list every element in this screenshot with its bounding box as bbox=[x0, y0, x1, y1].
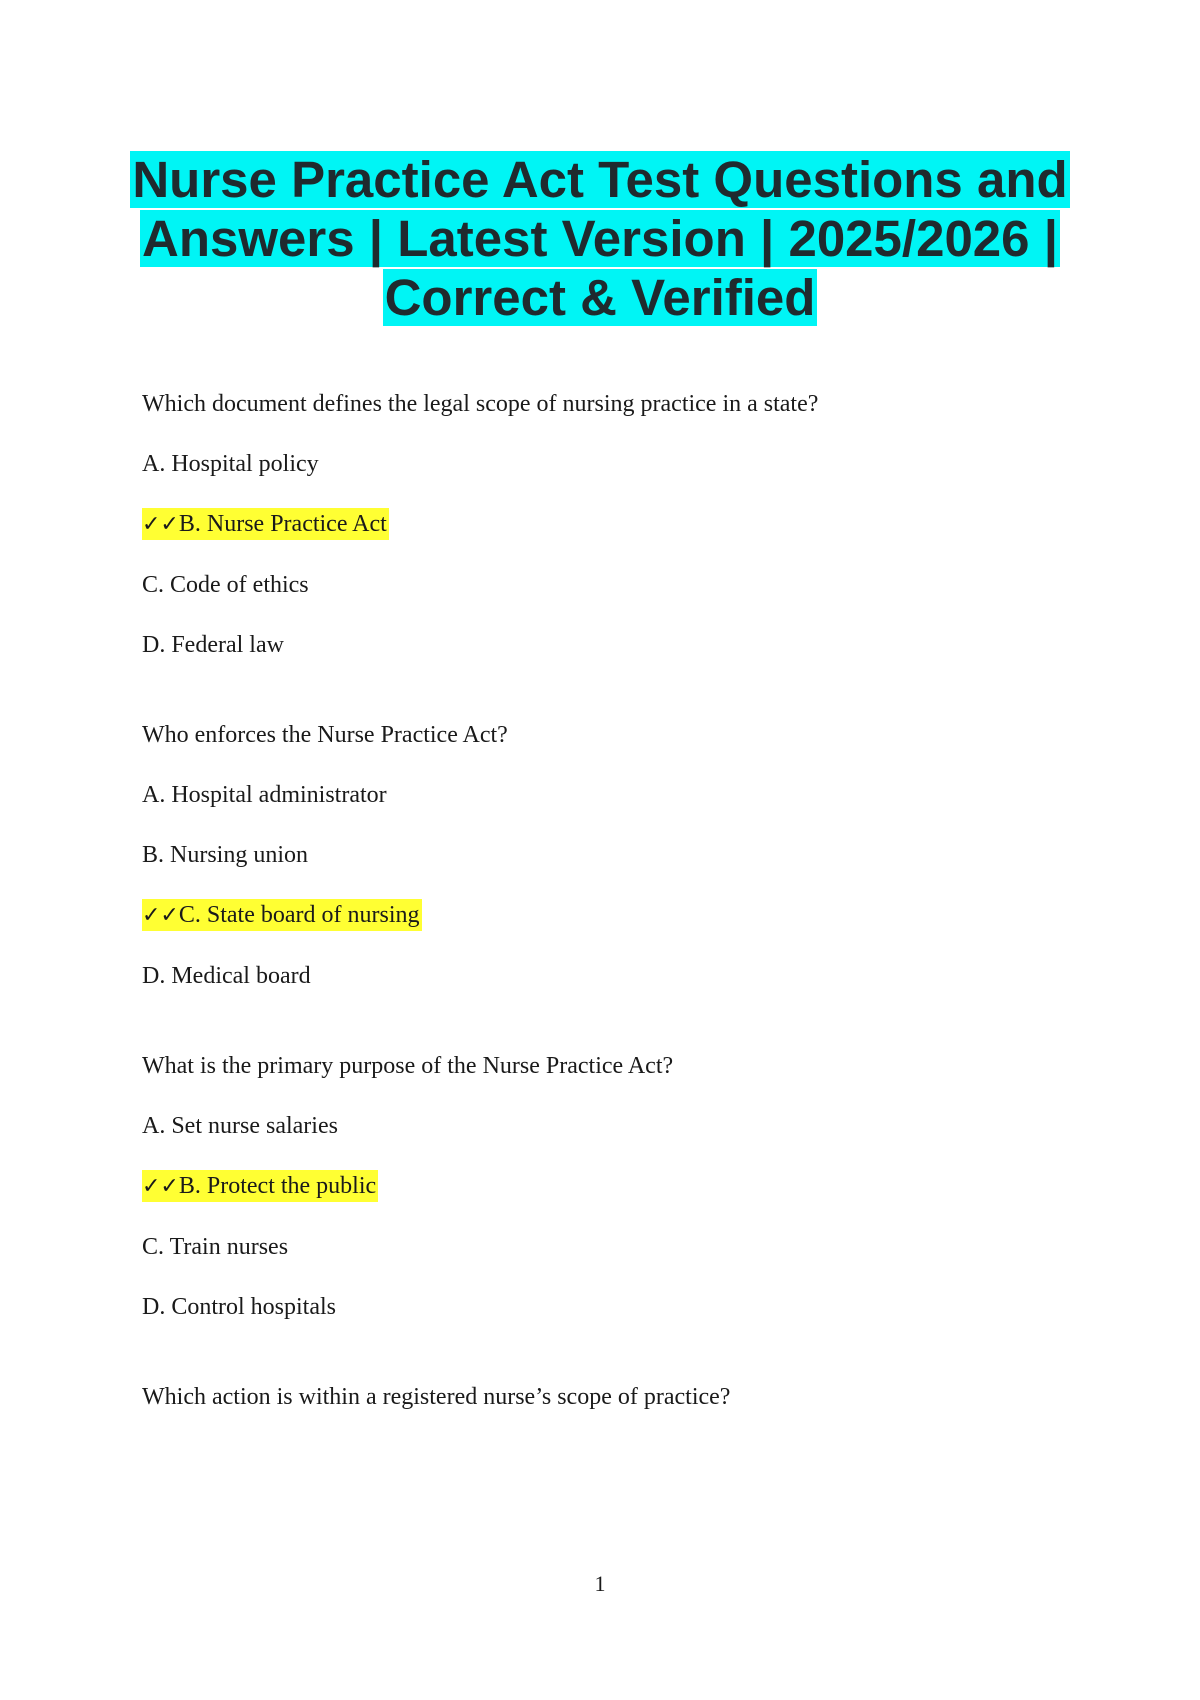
document-title bbox=[100, 150, 1100, 327]
question-block bbox=[142, 388, 1102, 661]
question-text: Which action is within a registered nurse’s scope of practice? bbox=[142, 1384, 731, 1410]
question-list bbox=[142, 388, 1102, 1471]
answer-option: A. Hospital administrator bbox=[142, 782, 387, 808]
question-block bbox=[142, 1050, 1102, 1323]
answer-option: D. Control hospitals bbox=[142, 1294, 337, 1320]
correct-answer-option bbox=[142, 508, 1102, 541]
answer-option: B. Nursing union bbox=[142, 842, 309, 868]
question-text: What is the primary purpose of the Nurse Practice Act? bbox=[142, 1053, 674, 1079]
answer-option: A. Hospital policy bbox=[142, 451, 319, 477]
double-check-icon: ✓✓ bbox=[142, 903, 179, 928]
answer-label: B. Nurse Practice Act bbox=[178, 511, 387, 537]
question-block bbox=[142, 719, 1102, 992]
double-check-icon: ✓✓ bbox=[142, 1174, 179, 1199]
title-line: Correct & Verified bbox=[384, 269, 816, 326]
title-line: Nurse Practice Act Test Questions and bbox=[132, 151, 1068, 208]
answer-option: D. Medical board bbox=[142, 963, 311, 989]
correct-answer-option bbox=[142, 899, 1102, 932]
answer-option: A. Set nurse salaries bbox=[142, 1113, 338, 1139]
double-check-icon: ✓✓ bbox=[142, 512, 179, 537]
correct-answer-option bbox=[142, 1170, 1102, 1203]
page-number: 1 bbox=[594, 1571, 606, 1596]
answer-label: B. Protect the public bbox=[178, 1173, 377, 1199]
answer-option: D. Federal law bbox=[142, 632, 284, 658]
question-text: Who enforces the Nurse Practice Act? bbox=[142, 722, 508, 748]
answer-option: C. Train nurses bbox=[142, 1234, 289, 1260]
question-block bbox=[142, 1381, 1102, 1413]
title-line: Answers | Latest Version | 2025/2026 | bbox=[142, 210, 1058, 267]
answer-label: C. State board of nursing bbox=[178, 902, 420, 928]
question-text: Which document defines the legal scope of nursing practice in a state? bbox=[142, 391, 819, 417]
answer-option: C. Code of ethics bbox=[142, 572, 309, 598]
